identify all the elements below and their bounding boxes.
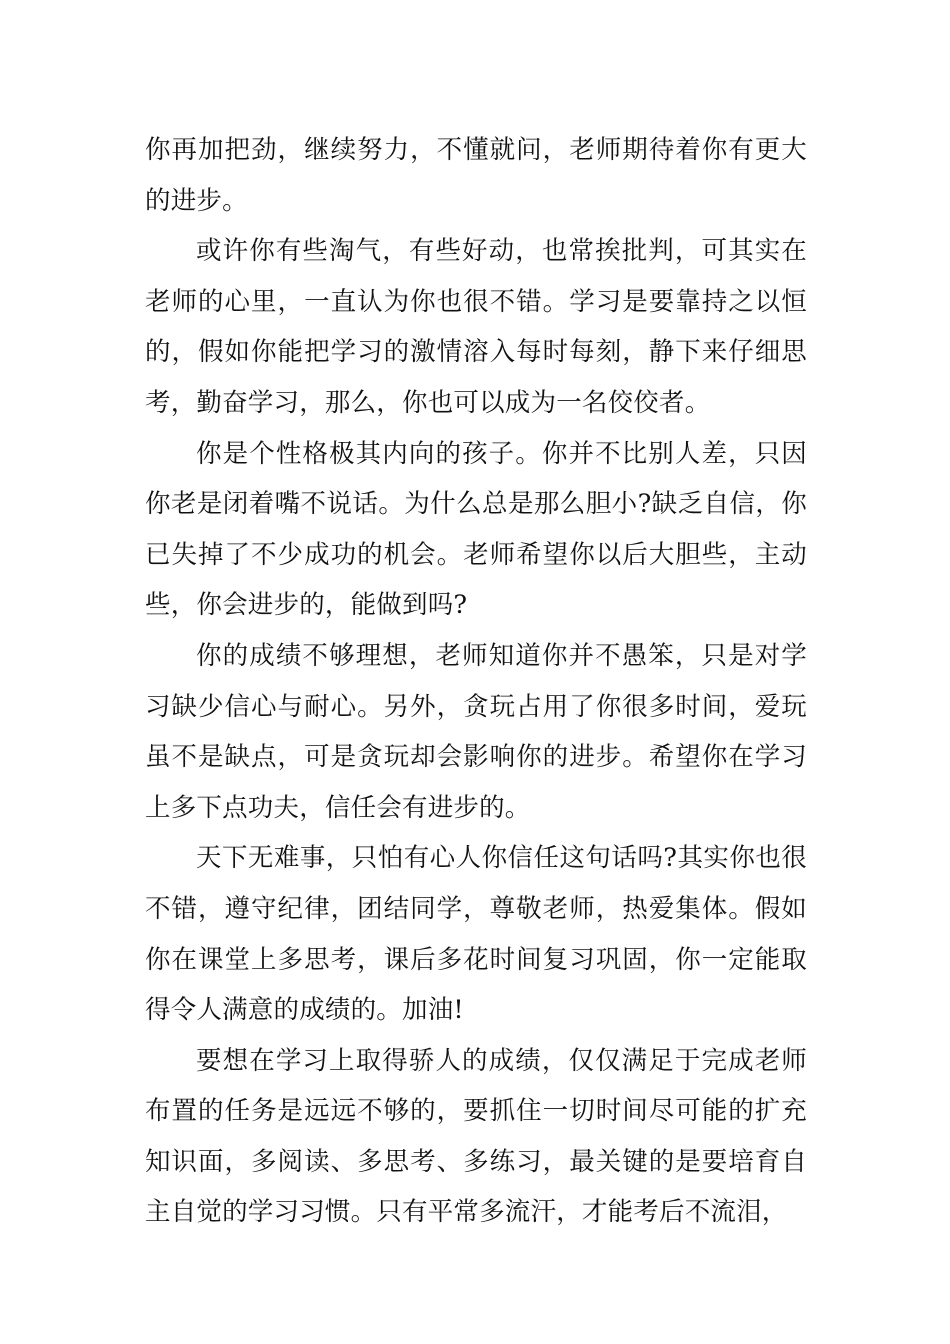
paragraph-introverted-student: 你是个性格极其内向的孩子。你并不比别人差，只因你老是闭着嘴不说话。为什么总是那么胆小?缺乏自信，你已失掉了不少成功的机会。老师希望你以后大胆些，主动些，你会进步的，能做到吗? — [145, 438, 807, 621]
paragraph-diligent-student: 天下无难事，只怕有心人你信任这句话吗?其实你也很不错，遵守纪律，团结同学，尊敬老师，热爱集体。假如你在课堂上多思考，课后多花时间复习巩固，你一定能取得令人满意的成绩的。加油! — [145, 843, 807, 1026]
document-body — [145, 125, 807, 1238]
paragraph-study-habits: 要想在学习上取得骄人的成绩，仅仅满足于完成老师布置的任务是远远不够的，要抓住一切时间尽可能的扩充知识面，多阅读、多思考、多练习，最关键的是要培育自主自觉的学习习惯。只有平常多流汗，才能考后不流泪， — [145, 1045, 807, 1228]
paragraph-continued: 你再加把劲，继续努力，不懂就问，老师期待着你有更大的进步。 — [145, 135, 807, 216]
paragraph-naughty-student: 或许你有些淘气，有些好动，也常挨批判，可其实在老师的心里，一直认为你也很不错。学习是要靠持之以恒的，假如你能把学习的激情溶入每时每刻，静下来仔细思考，勤奋学习，那么，你也可以成为一名佼佼者。 — [145, 236, 807, 418]
paragraph-playful-student: 你的成绩不够理想，老师知道你并不愚笨，只是对学习缺少信心与耐心。另外，贪玩占用了你很多时间，爱玩虽不是缺点，可是贪玩却会影响你的进步。希望你在学习上多下点功夫，信任会有进步的。 — [145, 640, 807, 823]
